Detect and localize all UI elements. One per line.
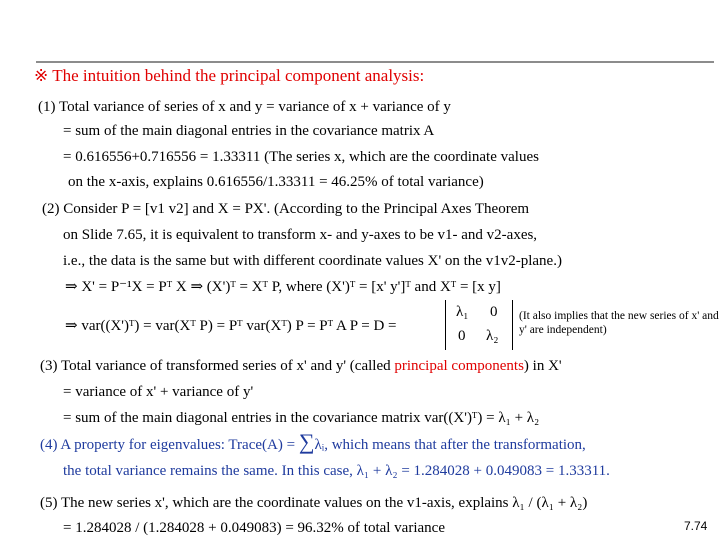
item4-line2: the total variance remains the same. In this case, λ₁ + λ₂ = 1.284028 + 0.049083 = 1.33311. xyxy=(63,463,610,479)
item1-line2: = sum of the main diagonal entries in the covariance matrix A xyxy=(63,123,435,139)
matrix-a22: λ₂ xyxy=(486,328,499,344)
item1-line3: = 0.616556+0.716556 = 1.33311 (The series x, which are the coordinate values xyxy=(63,149,539,165)
item5-line1: (5) The new series x', which are the coordinate values on the v1-axis, explains λ₁ / (λ₁ + λ₂) xyxy=(40,495,588,511)
item4-line1-start: (4) A property for eigenvalues: Trace(A) = xyxy=(40,437,299,453)
item2-line1: (2) Consider P = [v1 v2] and X = PX'. (According to the Principal Axes Theorem xyxy=(42,201,530,217)
item3-line1 xyxy=(40,357,562,375)
matrix-a12: 0 xyxy=(490,304,498,320)
eigenvalue-matrix xyxy=(445,300,513,350)
independence-note: (It also implies that the new series of x' and y' are independent) xyxy=(519,310,719,336)
item5-line2: = 1.284028 / (1.284028 + 0.049083) = 96.32% of total variance xyxy=(63,520,445,536)
item2-line2: on Slide 7.65, it is equivalent to transform x- and y-axes to be v1- and v2-axes, xyxy=(63,227,538,243)
item2-line3: i.e., the data is the same but with different coordinate values X' on the v1v2-plane.) xyxy=(63,253,562,269)
matrix-a21: 0 xyxy=(458,328,466,344)
item4-line1-end: λᵢ, which means that after the transformation, xyxy=(314,437,586,453)
item3-line3: = sum of the main diagonal entries in the covariance matrix var((X')ᵀ) = λ₁ + λ₂ xyxy=(63,410,540,426)
title-divider xyxy=(36,61,714,63)
item2-equation2: ⇒ var((X')ᵀ) = var(Xᵀ P) = Pᵀ var(Xᵀ) P = Pᵀ A P = D = xyxy=(65,318,397,334)
item1-line1: (1) Total variance of series of x and y = variance of x + variance of y xyxy=(38,99,451,115)
item1-line4: on the x-axis, explains 0.616556/1.33311 = 46.25% of total variance) xyxy=(68,174,484,190)
title-text: The intuition behind the principal component analysis: xyxy=(52,66,425,85)
page-number: 7.74 xyxy=(684,519,708,533)
summation-icon: ∑ xyxy=(298,429,315,454)
item3-line2: = variance of x' + variance of y' xyxy=(63,384,254,400)
item4-line1 xyxy=(40,429,586,454)
item2-equation1: ⇒ X' = P⁻¹X = Pᵀ X ⇒ (X')ᵀ = Xᵀ P, where (X')ᵀ = [x' y']ᵀ and Xᵀ = [x y] xyxy=(65,279,501,295)
principal-components-highlight: principal components xyxy=(394,358,524,374)
matrix-a11: λ₁ xyxy=(456,304,469,320)
item3-line1-end: ) in X' xyxy=(523,358,562,374)
item3-line1-start: (3) Total variance of transformed series of x' and y' (called xyxy=(40,358,395,374)
slide-title xyxy=(34,66,424,86)
title-mark: ※ xyxy=(34,66,49,85)
